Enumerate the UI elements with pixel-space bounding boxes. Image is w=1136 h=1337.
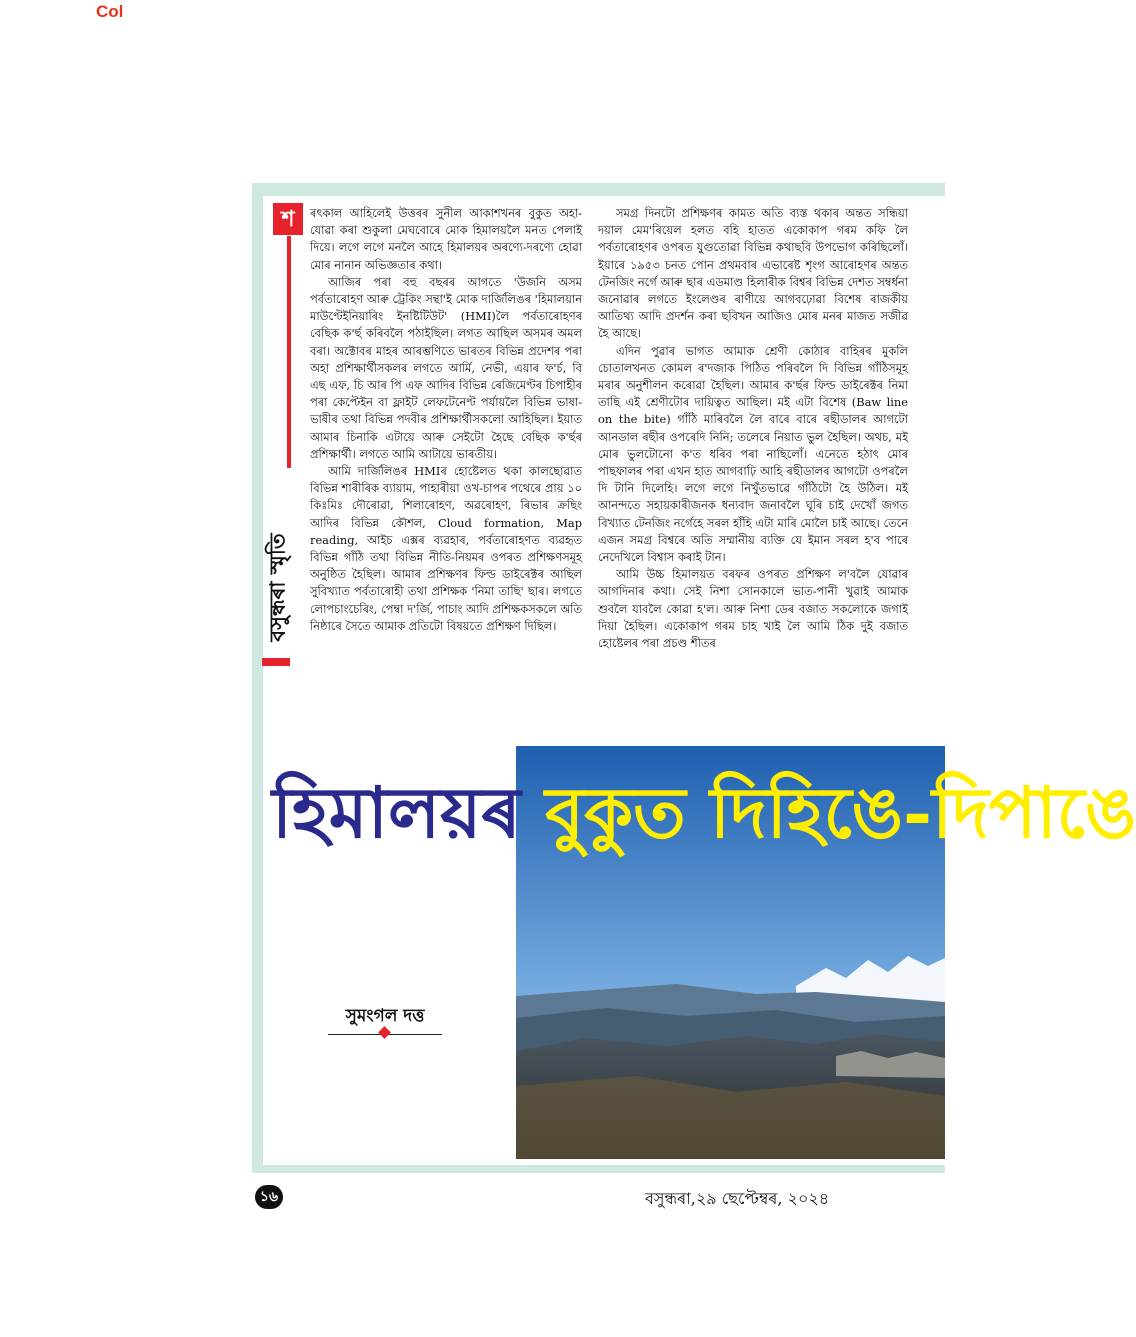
drop-cap-accent-bar: [287, 236, 291, 468]
paragraph: আমি দাৰ্জিলিঙৰ HMIৰ হোষ্টেলত থকা কালছোৱাত বিভিন্ন শাৰীৰিক ব্যায়াম, পাহাৰীয়া ওখ-চাপৰ পথেৰে প্ৰায় ১০ কিঃমিঃ দৌৰোৱা, শিলাৰোহণ, অৱৰোহণ, ৰিভাৰ ক্ৰছিং আদিৰ বিভিন্ন কৌশল, Cloud formation, Map reading, আইচ এক্সৰ ব্যৱহাৰ, পৰ্বতাৰোহণত ব্যৱহৃত বিভিন্ন গাঁঠি তথা বিভিন্ন নীতি-নিয়মৰ ওপৰত প্ৰশিক্ষণসমূহ অনুষ্ঠিত হৈছিল। আমাৰ প্ৰশিক্ষণৰ ফিল্ড ডাইৰেক্টৰ আছিল সুবিখ্যাত পৰ্বতাৰোহী তথা প্ৰশিক্ষক 'নিমা তাছি' ছাৰ। লগতে লোপচাংচেৰিং, পেম্বা দ'ৰ্জি, পাচাং আদি প্ৰশিক্ষকসকলে অতি নিষ্ঠাৰে সৈতে আমাক প্ৰতিটো বিষয়তে প্ৰশিক্ষণ দিছিল।: [310, 464, 582, 633]
headline-part-2: বুকুত দিহিঙে-দিপাঙে: [545, 771, 1136, 854]
magazine-date-line: বসুন্ধৰা,২৯ ছেপ্টেম্বৰ, ২০২৪: [645, 1189, 830, 1208]
article-headline: [272, 770, 1136, 856]
paragraph: সমগ্ৰ দিনটো প্ৰশিক্ষণৰ কামত অতি ব্যস্ত থকাৰ অন্তত সন্ধিয়া দয়াল মেম'ৰিয়েল হলত বহি হাতত একোকাপ গৰম কফি লৈ পৰ্বতাৰোহণৰ ওপৰত যুগুতোৱা বিভিন্ন কথাছবি উপভোগ কৰিছিলোঁ। ইয়াৰে ১৯৫৩ চনত পোন প্ৰথমবাৰ এভাৰেষ্ট শৃংগ আৰোহণৰ অন্তত টেনজিং নৰ্গে আৰু ছাৰ এডমাণ্ড হিলাৰীক বিশ্বৰ বিভিন্ন দেশত সম্বৰ্ধনা জনোৱাৰ লগতে ইংলেণ্ডৰ ৰাণীয়ে আগবঢ়োৱা বিশেষ ৰাজকীয় আতিথ্য আদি প্ৰদৰ্শন কৰা ছবিখন আজিও মোৰ মনৰ মাজত সজীৱ হৈ আছে।: [598, 206, 908, 341]
section-label-text: বসুন্ধৰা স্মৃতি: [264, 533, 290, 642]
paragraph: ৰৎকাল আহিলেই উত্তৰৰ সুনীল আকাশখনৰ বুকুত অহা-যোৱা কৰা শুকুলা মেঘবোৰে মোক হিমালয়লৈ মনত পেলাই দিয়ে। লগে লগে মনলৈ আহে হিমালয়ৰ অৰণ্যে-দৰণ্যে হোৱা মোৰ নানান অভিজ্ঞতাৰ কথা।: [310, 206, 582, 272]
article-column-right: [598, 205, 908, 652]
section-label: [254, 500, 300, 670]
corner-page-marker: Col: [96, 2, 124, 21]
paragraph: আমি উচ্চ হিমালয়ত বৰফৰ ওপৰত প্ৰশিক্ষণ ল'বলৈ যোৱাৰ আগদিনাৰ কথা। সেই নিশা সোনকালে ভাত-পানী খুৱাই আমাক শুবলৈ যাবলৈ কোৱা হ'ল। আৰু নিশা ডেৰ বজাত সকলোকে জগাই দিয়া হৈছিল। একোকাপ গৰম চাহ খাই লৈ আমি ঠিক দুই বজাত হোষ্টেলৰ পৰা প্ৰচণ্ড শীতৰ: [598, 567, 908, 651]
paragraph: এদিন পুৱাৰ ভাগত আমাক শ্ৰেণী কোঠাৰ বাহিৰৰ মুকলি চোতালখনত কোমল ৰ'দজাক পিঠিত পৰিবলৈ দি বিভিন্ন গাঁঠিসমূহ মৰাৰ অনুশীলন কৰোৱা হৈছিল। আমাৰ ক'ৰ্ছৰ ফিল্ড ডাইৰেক্টৰ নিমা তাছি এই শ্ৰেণীটোৰ দায়িত্বত আছিল। মই এটা বিশেষ (Baw line on the bite) গাঁঠি মাৰিবলৈ লৈ বাৰে বাৰে ৰছীডালৰ আগটো আনডাল ৰছীৰ ওপৰেদি নিনি; তলেৰে নিয়াত ভুল হৈছিল। অথচ, মই মোৰ ভুলটোনো ক'ত ধৰিব পৰা নাছিলোঁ। এনেতে হঠাৎ মোৰ পাছফালৰ পৰা এখন হাত আগবাঢ়ি আহি ৰছীডালৰ আগটো ওপৰলৈ দি টানি দিলেহি। লগে লগে নিখুঁতভাৱে গাঁঠিটো হৈ উঠিল। মই আনন্দতে সহায়কাৰীজনক ধন্যবাদ জনাবলৈ ঘূৰি চাই দেখোঁ জগত বিখ্যাত টেনজিং নৰ্গেহে সৰল হাঁহি এটা মাৰি মোলৈ চাই আছে। তেনে এজন সমগ্ৰ বিশ্বৰে অতি সম্মানীয় ব্যক্তি যে ইমান সৰল হ'ব পাৰে নেদেখিলে বিশ্বাস কৰাই টান।: [598, 343, 908, 565]
drop-cap: শ: [273, 203, 303, 235]
section-label-accent: [262, 658, 290, 666]
page-number: ১৬: [255, 1185, 283, 1209]
author-byline: [330, 1003, 440, 1031]
article-column-left: [310, 205, 582, 635]
author-name: সুমংগল দত্ত: [345, 1006, 425, 1026]
paragraph: আজিৰ পৰা বহু বছৰৰ আগতে 'উজনি অসম পৰ্বতাৰোহণ আৰু ট্ৰেকিং সন্থা'ই মোক দাৰ্জিলিঙৰ 'হিমালয়ান মাউণ্টেইনিয়াৰিং ইনষ্টিটিউট' (HMI)লৈ পৰ্বতাৰোহণৰ বেছিক ক'ৰ্ছ কৰিবলৈ পঠাইছিল। লগত আছিল অসমৰ অমল বৰা। অক্টোবৰ মাহৰ আৰম্ভণিতে ভাৰতৰ বিভিন্ন প্ৰদেশৰ পৰা অহা প্ৰশিক্ষাৰ্থীসকলৰ লগতে আৰ্মি, নেভী, এয়াৰ ফ'ৰ্চ, বি এছ এফ, চি আৰ পি এফ আদিৰ বিভিন্ন ৰেজিমেণ্টৰ চিপাহীৰ পৰা কেপ্টেইন বা ফ্লাইট লেফটেনেণ্ট পৰ্যায়লৈ বিভিন্ন ভাষা-ভাষীৰ তথা বিভিন্ন পদবীৰ প্ৰশিক্ষাৰ্থীসকলো আহিছিল। ইয়াত আমাৰ চিনাকি এটায়ে আৰু সেইটো হৈছে বেছিক ক'ৰ্ছৰ প্ৰশিক্ষাৰ্থী। লগতে আমি আটায়ে ভাৰতীয়।: [310, 274, 582, 461]
headline-part-1: হিমালয়ৰ: [272, 771, 521, 854]
